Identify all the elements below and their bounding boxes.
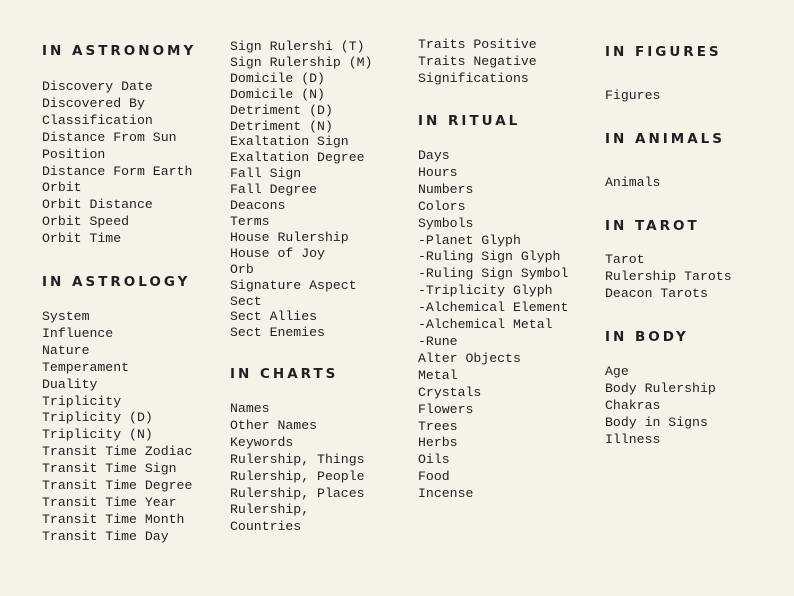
list-item: Tarot xyxy=(605,252,645,267)
list-item: Trees xyxy=(418,418,458,434)
list-item: -Ruling Sign Glyph xyxy=(418,249,561,265)
list-item: Traits Positive xyxy=(418,37,537,52)
section-heading-figures: IN FIGURES xyxy=(605,44,722,60)
section-heading-animals: IN ANIMALS xyxy=(605,131,725,147)
list-item: Fall Sign xyxy=(230,166,302,182)
list-item: -Triplicity Glyph xyxy=(418,283,553,299)
list-item: Crystals xyxy=(418,384,482,400)
list-item: Orbit xyxy=(42,180,82,196)
list-item: Distance Form Earth xyxy=(42,163,193,179)
list-item: Transit Time Sign xyxy=(42,461,177,477)
list-item: Chakras xyxy=(605,397,661,413)
section-heading-charts: IN CHARTS xyxy=(230,366,339,382)
list-item: Orbit Time xyxy=(42,231,122,247)
list-item: Sect Enemies xyxy=(230,325,325,341)
list-item: Triplicity xyxy=(42,393,122,409)
list-item: Metal xyxy=(418,367,458,383)
list-item: Alter Objects xyxy=(418,350,521,366)
list-item: Illness xyxy=(605,431,661,447)
list-item: -Alchemical Metal xyxy=(418,317,553,333)
list-item: Flowers xyxy=(418,401,474,417)
list-item: Transit Time Month xyxy=(42,511,185,527)
list-item: Discovery Date xyxy=(42,79,153,94)
list-item: Orb xyxy=(230,261,254,277)
list-item: Terms xyxy=(230,213,270,229)
list-item: Animals xyxy=(605,175,661,190)
section-heading-astrology: IN ASTROLOGY xyxy=(42,274,191,290)
list-item: Sect xyxy=(230,293,262,309)
list-tarot xyxy=(605,252,732,303)
list-item: Transit Time Year xyxy=(42,494,177,510)
list-item: Food xyxy=(418,469,450,485)
list-item: -Planet Glyph xyxy=(418,232,521,248)
list-item: Discovered By xyxy=(42,95,145,111)
list-item: Duality xyxy=(42,376,98,392)
list-item: House of Joy xyxy=(230,245,325,261)
list-animals xyxy=(605,175,660,192)
list-item: Signature Aspect xyxy=(230,277,357,293)
list-item: Figures xyxy=(605,88,661,103)
list-item: Distance From Sun xyxy=(42,129,177,145)
list-item: Names xyxy=(230,401,270,416)
list-item: Rulership, Things xyxy=(230,451,365,467)
list-item: Temperament xyxy=(42,359,130,375)
list-item: Detriment (D) xyxy=(230,102,333,118)
list-item: Triplicity (N) xyxy=(42,427,153,443)
list-item: Sect Allies xyxy=(230,309,318,325)
list-item: Oils xyxy=(418,452,450,468)
list-charts xyxy=(230,401,365,536)
list-item: -Ruling Sign Symbol xyxy=(418,266,569,282)
list-item: Transit Time Zodiac xyxy=(42,444,193,460)
list-astrology xyxy=(42,309,192,546)
list-item: Rulership, People xyxy=(230,468,365,484)
list-item: Colors xyxy=(418,198,466,214)
list-item: Domicile (N) xyxy=(230,86,325,102)
list-item: System xyxy=(42,309,90,324)
list-item: Transit Time Day xyxy=(42,528,169,544)
list-item: Rulership Tarots xyxy=(605,268,732,284)
list-item: Sign Rulershi (T) xyxy=(230,39,365,54)
list-astrology-continued xyxy=(230,39,372,341)
list-ritual xyxy=(418,148,568,503)
list-item: Exaltation Sign xyxy=(230,134,349,150)
list-item: Orbit Speed xyxy=(42,214,130,230)
list-item: Fall Degree xyxy=(230,182,318,198)
list-item: Nature xyxy=(42,342,90,358)
section-heading-body: IN BODY xyxy=(605,329,689,345)
list-item: Transit Time Degree xyxy=(42,478,193,494)
list-item: Deacons xyxy=(230,198,286,214)
list-item: Age xyxy=(605,364,629,379)
list-item: Numbers xyxy=(418,181,474,197)
list-item: Countries xyxy=(230,519,302,535)
list-item: Influence xyxy=(42,325,114,341)
list-item: Deacon Tarots xyxy=(605,285,708,301)
list-item: Symbols xyxy=(418,215,474,231)
list-item: Incense xyxy=(418,486,474,502)
list-item: Position xyxy=(42,146,106,162)
list-item: Significations xyxy=(418,70,529,86)
section-heading-ritual: IN RITUAL xyxy=(418,113,521,129)
list-body xyxy=(605,364,716,449)
list-item: Traits Negative xyxy=(418,53,537,69)
list-item: Classification xyxy=(42,112,153,128)
list-item: Herbs xyxy=(418,435,458,451)
list-astronomy xyxy=(42,79,192,248)
list-item: Rulership, xyxy=(230,502,310,518)
list-item: Days xyxy=(418,148,450,163)
list-item: Hours xyxy=(418,164,458,180)
list-item: House Rulership xyxy=(230,229,349,245)
list-item: Triplicity (D) xyxy=(42,410,153,426)
list-item: Rulership, Places xyxy=(230,485,365,501)
list-item: -Rune xyxy=(418,333,458,349)
list-item: Keywords xyxy=(230,434,294,450)
list-item: Body in Signs xyxy=(605,414,708,430)
list-item: Detriment (N) xyxy=(230,118,333,134)
list-item: Exaltation Degree xyxy=(230,150,365,166)
list-item: Sign Rulership (M) xyxy=(230,54,373,70)
list-item: Domicile (D) xyxy=(230,70,325,86)
list-traits xyxy=(418,37,537,88)
list-item: Orbit Distance xyxy=(42,197,153,213)
list-item: -Alchemical Element xyxy=(418,300,569,316)
section-heading-tarot: IN TAROT xyxy=(605,218,700,234)
list-figures xyxy=(605,88,660,105)
list-item: Body Rulership xyxy=(605,380,716,396)
section-heading-astronomy: IN ASTRONOMY xyxy=(42,43,197,59)
list-item: Other Names xyxy=(230,417,318,433)
